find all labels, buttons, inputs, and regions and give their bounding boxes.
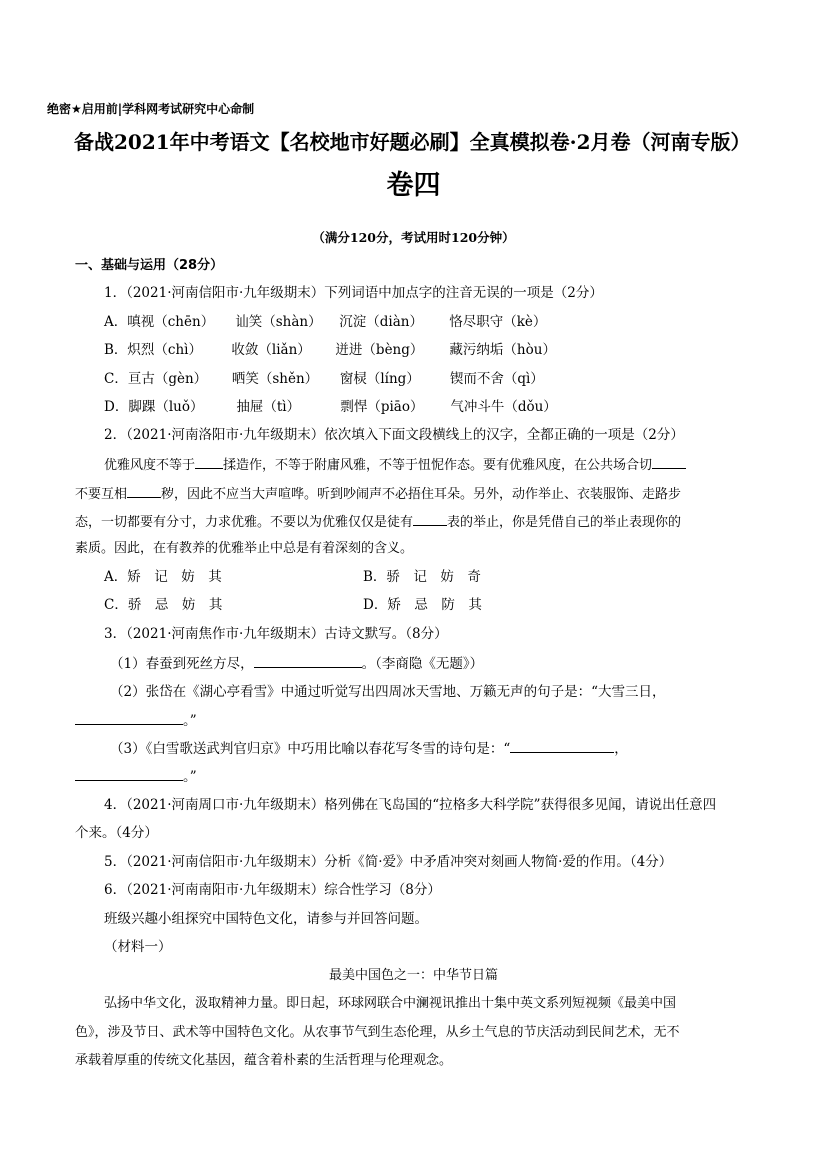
q2-passage-line: 素质。因此，在有教养的优雅举止中总是有着深刻的含义。: [75, 541, 414, 556]
q4-stem: 4．（2021·河南周口市·九年级期末）格列佛在飞岛国的“拉格多大科学院”获得很多见闻，请说出任意四: [104, 797, 717, 813]
passage-text: 秽，因此不应当大声喧哗。听到吵闹声不必捂住耳朵。另外，动作举止、衣装服饰、走路步: [161, 487, 682, 502]
poem-text: ，: [614, 741, 628, 757]
q6-material-title: 最美中国色之一：中华节日篇: [328, 968, 498, 983]
exam-title: 备战2021年中考语文【名校地市好题必刷】全真模拟卷·2月卷（河南专版）: [74, 130, 751, 154]
option-word: 气冲斗牛（dǒu）: [450, 399, 557, 415]
q3-item-1: [110, 653, 483, 674]
passage-text: 表的举止，你是凭借自己的举止表现你的: [447, 515, 682, 530]
option-label: D．: [104, 399, 129, 415]
poem-text: 。”: [183, 769, 197, 785]
passage-text: 态，一切都要有分寸，力求优雅。不要以为优雅仅仅是徒有: [75, 515, 414, 530]
option-word: 哂笑（shěn）: [231, 371, 319, 387]
passage-text: 揉造作，不等于附庸风雅，不等于忸怩作态。要有优雅风度，在公共场合切: [223, 458, 653, 473]
option-word: 藏污纳垢（hòu）: [449, 342, 556, 358]
q6-material-line: 弘扬中华文化，汲取精神力量。即日起，环球网联合中澜视讯推出十集中英文系列短视频《最美中国: [104, 996, 677, 1011]
option-label: A．: [104, 314, 128, 330]
option-word: 收敛（liǎn）: [231, 342, 311, 358]
option-word: 脚踝（luǒ）: [128, 399, 204, 415]
q6-intro: 班级兴趣小组探究中国特色文化，请参与并回答问题。: [104, 911, 428, 927]
q4-stem-continued: 个来。（4分）: [75, 825, 158, 841]
poem-text: （3）《白雪歌送武判官归京》中巧用比喻以春花写冬雪的诗句是：“: [110, 741, 511, 757]
q2-passage-line: [75, 511, 681, 533]
q2-option-c: C．骄 忌 妨 其: [104, 597, 223, 613]
option-word: 抽屉（tì）: [236, 399, 301, 415]
q3-item-2: （2）张岱在《湖心亭看雪》中通过听觉写出四周冰天雪地、万籁无声的句子是：“大雪三日，: [110, 684, 666, 700]
q3-item-2-answer: [75, 710, 197, 731]
q6-material-label: （材料一）: [104, 939, 172, 955]
secret-header: 绝密★启用前|学科网考试研究中心命制: [47, 102, 255, 116]
option-word: 迸进（bèng）: [335, 342, 424, 358]
fill-blank[interactable]: [652, 454, 686, 469]
passage-text: 不要互相: [75, 487, 128, 502]
section-heading: 一、基础与运用（28分）: [75, 258, 224, 273]
fill-blank[interactable]: [413, 511, 447, 526]
q2-passage-line: [104, 454, 686, 476]
q3-item-3-answer: [75, 766, 197, 787]
option-word: 剽悍（piāo）: [340, 399, 424, 415]
option-label: C．: [104, 371, 128, 387]
q2-passage-line: [75, 483, 681, 505]
option-word: 恪尽职守（kè）: [449, 314, 547, 330]
option-word: 亘古（gèn）: [127, 371, 208, 387]
q2-option-b: B．骄 记 妨 奇: [363, 569, 481, 585]
exam-note: （满分120分，考试用时120分钟）: [312, 230, 515, 245]
option-word: 炽烈（chì）: [127, 342, 202, 358]
q1-stem: 1．（2021·河南信阳市·九年级期末）下列词语中加点字的注音无误的一项是（2分）: [104, 285, 603, 301]
option-word: 讪笑（shàn）: [235, 314, 322, 330]
q1-option-d: [104, 397, 557, 417]
option-label: B．: [104, 342, 128, 358]
q1-option-b: [104, 340, 556, 360]
fill-blank[interactable]: [75, 766, 183, 781]
fill-blank[interactable]: [127, 483, 161, 498]
q3-stem: 3．（2021·河南焦作市·九年级期末）古诗文默写。（8分）: [104, 626, 448, 642]
fill-blank[interactable]: [510, 738, 614, 753]
option-word: 锲而不舍（qì）: [449, 371, 544, 387]
option-word: 窗棂（líng）: [339, 371, 420, 387]
option-word: 沉淀（diàn）: [339, 314, 423, 330]
poem-text: 。（李商隐《无题》）: [361, 656, 484, 672]
fill-blank[interactable]: [75, 710, 183, 725]
q5-stem: 5．（2021·河南信阳市·九年级期末）分析《简·爱》中矛盾冲突对刻画人物简·爱的作用。（4分）: [104, 854, 673, 870]
exam-subtitle: 卷四: [386, 170, 441, 201]
q6-stem: 6．（2021·河南南阳市·九年级期末）综合性学习（8分）: [104, 882, 441, 898]
poem-text: （1）春蚕到死丝方尽，: [110, 656, 254, 672]
q6-material-line: 色》，涉及节日、武术等中国特色文化。从农事节气到生态伦理，从乡土气息的节庆活动到民间艺术，无不: [75, 1025, 680, 1040]
poem-text: 。”: [183, 713, 197, 729]
fill-blank[interactable]: [195, 454, 223, 469]
fill-blank[interactable]: [254, 653, 362, 668]
q1-option-c: [104, 369, 544, 389]
q6-material-line: 承载着厚重的传统文化基因，蕴含着朴素的生活哲理与伦理观念。: [75, 1053, 453, 1068]
q3-item-3: [110, 738, 628, 759]
passage-text: 优雅风度不等于: [104, 458, 196, 473]
q2-option-d: D．矫 忌 防 其: [363, 597, 482, 613]
q2-stem: 2．（2021·河南洛阳市·九年级期末）依次填入下面文段横线上的汉字，全都正确的一项是（2分）: [104, 427, 684, 443]
option-word: 嗔视（chēn）: [127, 314, 215, 330]
q1-option-a: [104, 312, 546, 332]
q2-option-a: A．矫 记 妨 其: [104, 569, 222, 585]
